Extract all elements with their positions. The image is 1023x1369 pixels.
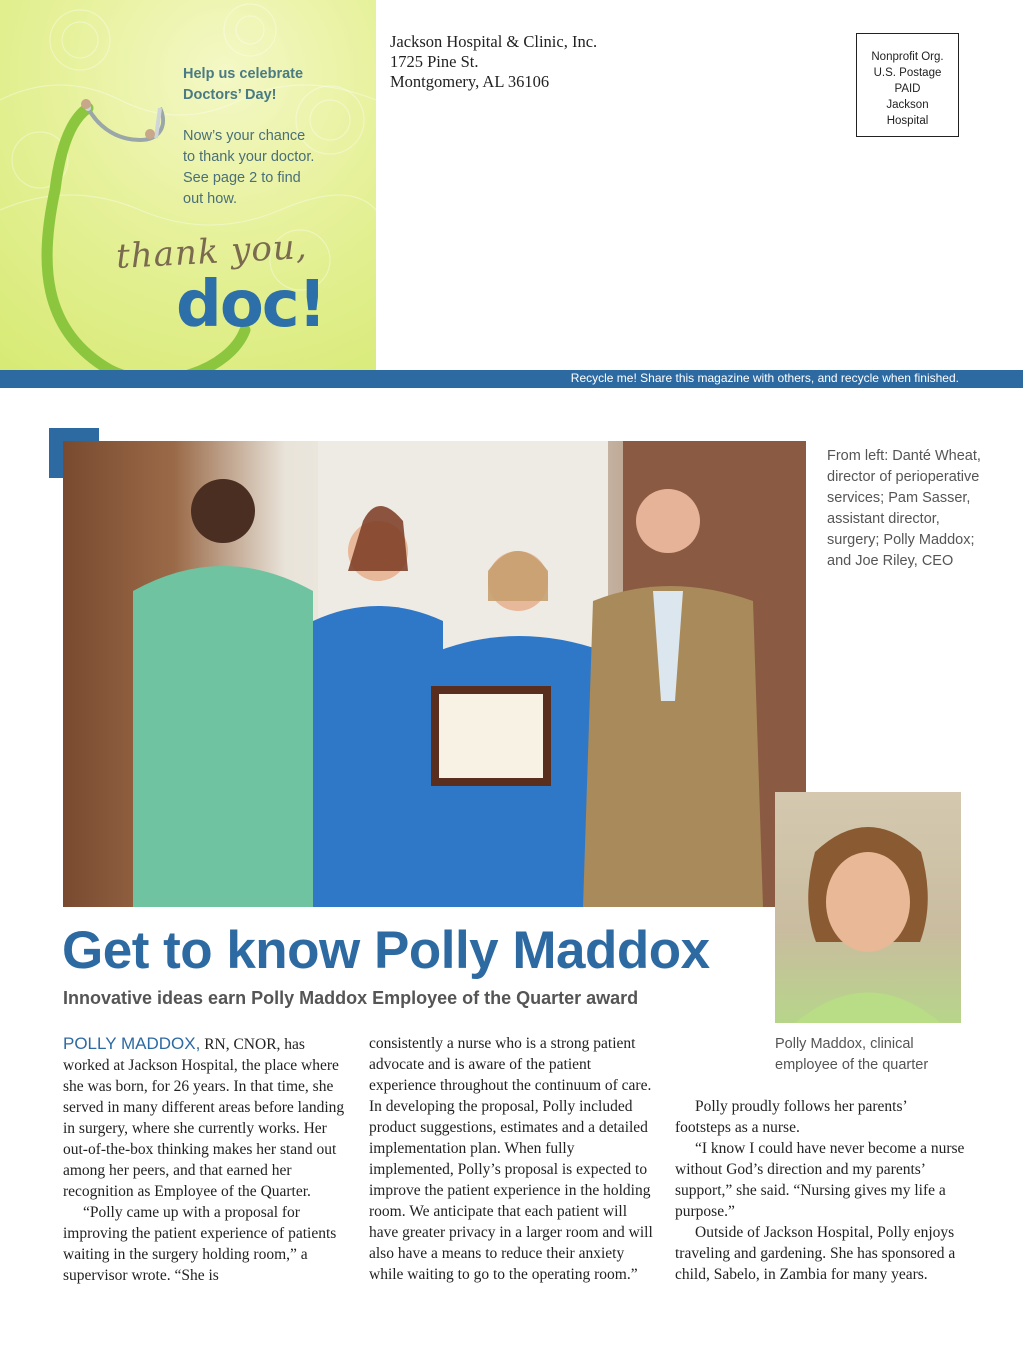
group-photo: [63, 441, 806, 907]
postage-line-3: PAID: [894, 83, 921, 95]
postage-line-2: U.S. Postage: [873, 67, 942, 79]
postage-indicia: [856, 33, 959, 137]
lead-paragraph-text: RN, CNOR, has worked at Jackson Hospital, the place where she was born, for 26 years. In that time, she served in many different areas before landing in surgery, where she currently works. Her out-of-the-box thinking makes her stand out among her peers, and that earned her recognition as Employee of the Quarter.: [63, 1036, 345, 1200]
doctors-day-promo: [0, 0, 376, 370]
postage-line-5: Hospital: [886, 115, 929, 127]
article-paragraph: Outside of Jackson Hospital, Polly enjoys traveling and gardening. She has sponsored a child, Sabelo, in Zambia for many years.: [675, 1224, 956, 1283]
doc-logo-text: doc!: [176, 268, 325, 342]
article-subtitle: Innovative ideas earn Polly Maddox Employee of the Quarter award: [63, 988, 639, 1008]
thank-you-script: thank you,: [115, 227, 309, 277]
article-column-3: [675, 1096, 965, 1285]
article-paragraph: “I know I could have never become a nurse without God’s direction and my parents’ support,” she said. “Nursing gives my life a purpose.”: [675, 1140, 965, 1220]
recycle-bar: [0, 370, 1023, 388]
portrait-illustration: [775, 792, 961, 1023]
address-line-3: Montgomery, AL 36106: [390, 72, 550, 91]
postage-line-4: Jackson: [886, 99, 929, 111]
article-paragraph: [63, 1033, 351, 1202]
article-column-2: [369, 1033, 659, 1285]
promo-headline: Help us celebrate Doctors’ Day!: [183, 66, 304, 103]
postage-line-1: Nonprofit Org.: [871, 51, 944, 63]
portrait-caption: Polly Maddox, clinical employee of the quarter: [775, 1036, 929, 1073]
article-paragraph: consistently a nurse who is a strong patient advocate and is aware of the patient experience throughout the continuum of care. In developing the proposal, Polly included product suggestions, estimates and a detailed implementation plan. When fully implemented, Polly’s proposal is expected to improve the patient experience in the holding room. We anticipate that each patient will have greater privacy in a larger room and will also have a means to reduce their anxiety while waiting to go to the operating room.”: [369, 1035, 653, 1283]
promo-body-text: Now’s your chance to thank your doctor. See page 2 to find out how.: [183, 128, 315, 207]
article-title: Get to know Polly Maddox: [62, 921, 710, 980]
mailing-address: [390, 32, 597, 92]
lead-name: POLLY MADDOX,: [63, 1034, 201, 1053]
group-photo-illustration: [63, 441, 806, 907]
address-line-1: Jackson Hospital & Clinic, Inc.: [390, 32, 598, 51]
portrait-photo: [775, 792, 961, 1023]
recycle-message: Recycle me! Share this magazine with others, and recycle when finished.: [570, 371, 959, 385]
article-column-1: [63, 1033, 351, 1286]
article-paragraph: “Polly came up with a proposal for improving the patient experience of patients waiting in the surgery holding room,” a supervisor wrote. “She is: [63, 1204, 337, 1284]
address-line-2: 1725 Pine St.: [390, 52, 479, 71]
group-photo-caption: From left: Danté Wheat, director of perioperative services; Pam Sasser, assistant director, surgery; Polly Maddox; and Joe Riley, CEO: [827, 448, 981, 569]
article-paragraph: Polly proudly follows her parents’ footsteps as a nurse.: [675, 1098, 907, 1136]
